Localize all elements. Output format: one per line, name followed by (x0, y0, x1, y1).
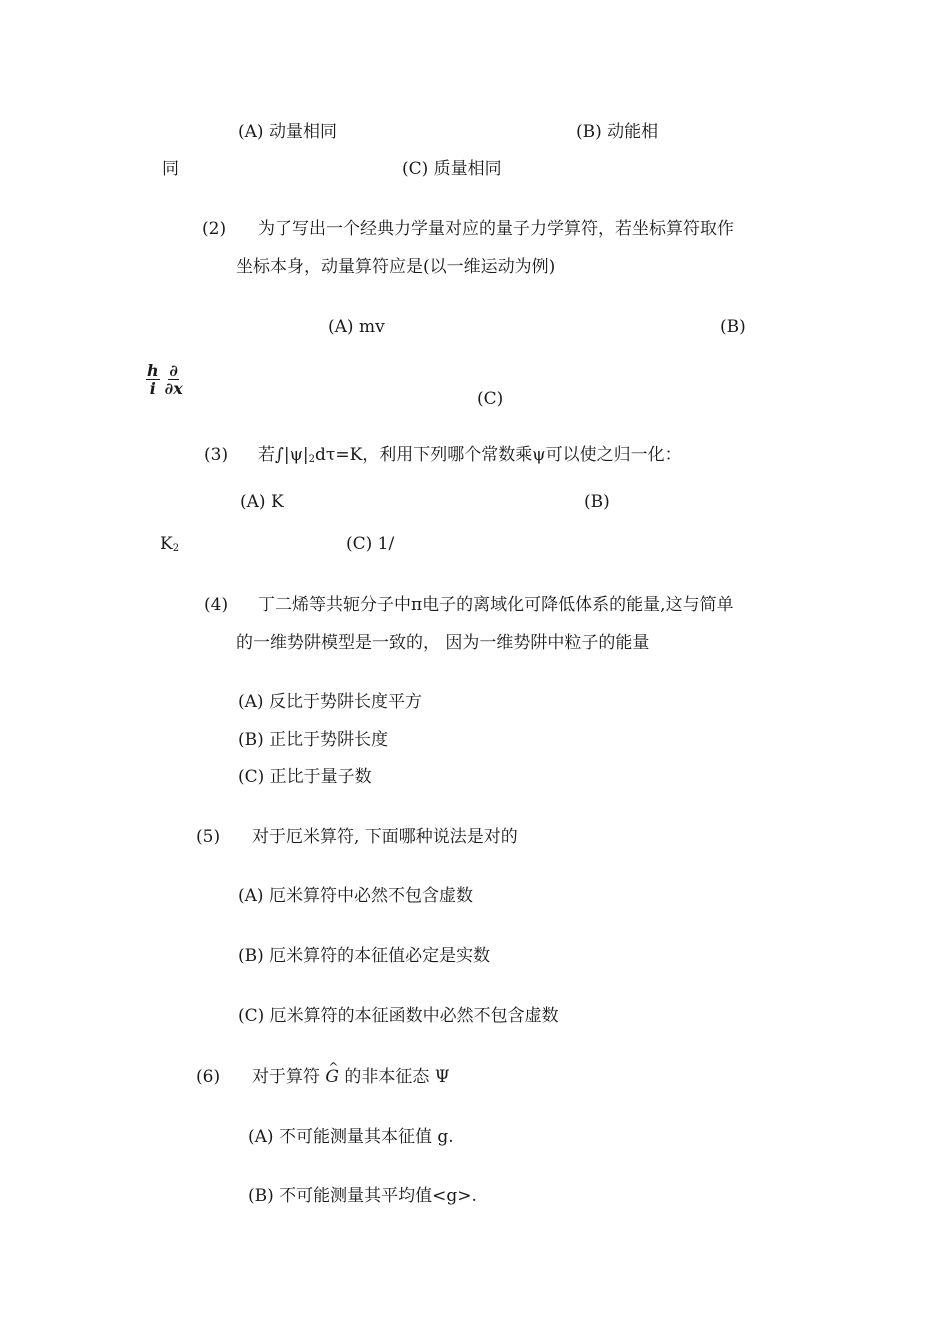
q5-text: 对于厄米算符, 下面哪种说法是对的 (252, 827, 518, 847)
q1-option-a: (A) 动量相同 (238, 122, 337, 142)
q5-option-c: (C) 厄米算符的本征函数中必然不包含虚数 (238, 1006, 559, 1026)
q4-number: (4) (204, 595, 229, 615)
q3-k-squared (160, 533, 179, 560)
q6-option-b: (B) 不可能测量其平均值<g>. (248, 1186, 477, 1206)
q3-option-a: (A) K (240, 492, 284, 512)
q5-number: (5) (196, 827, 221, 847)
q6-text-pre: 对于算符 (252, 1067, 320, 1087)
q2-text-line2: 坐标本身，动量算符应是(以一维运动为例) (236, 257, 556, 277)
fraction-numerator-h: h (147, 361, 159, 380)
q3-option-b: (B) (584, 492, 610, 512)
q6-option-a: (A) 不可能测量其本征值 g. (248, 1127, 454, 1147)
q3-superscript: 2 (308, 454, 316, 465)
q2-option-a: (A) mv (328, 317, 385, 337)
q4-option-c: (C) 正比于量子数 (238, 767, 372, 787)
q4-text-line1: 丁二烯等共轭分子中π电子的离域化可降低体系的能量,这与简单 (258, 595, 734, 615)
q2-option-b: (B) (720, 317, 746, 337)
q3-text-pre: 若∫|ψ| (258, 445, 309, 465)
q3-text-post: dτ=K，利用下列哪个常数乘ψ可以使之归一化： (315, 445, 682, 465)
q4-option-b: (B) 正比于势阱长度 (238, 730, 389, 750)
q2-option-c: (C) (477, 389, 504, 409)
q3-text (258, 444, 682, 471)
q3-k-sub: 2 (172, 543, 180, 554)
fraction-denominator-dx: ∂x (164, 379, 183, 398)
fraction-denominator-i: i (149, 379, 156, 398)
q1-option-b: (B) 动能相 (576, 122, 659, 142)
q3-option-c: (C) 1/ (346, 534, 395, 554)
q6-text (252, 1066, 450, 1088)
q1-option-b-continued: 同 (162, 159, 179, 179)
g-hat-operator: ^ G (325, 1066, 339, 1088)
q5-option-a: (A) 厄米算符中必然不包含虚数 (238, 886, 473, 906)
q6-text-post: 的非本征态 Ψ (344, 1067, 450, 1087)
q2-text-line1: 为了写出一个经典力学量对应的量子力学算符，若坐标算符取作 (258, 219, 734, 239)
fraction-numerator-partial: ∂ (169, 361, 178, 380)
q4-text-line2: 的一维势阱模型是一致的， 因为一维势阱中粒子的能量 (236, 633, 650, 653)
q3-number: (3) (204, 445, 229, 465)
q4-option-a: (A) 反比于势阱长度平方 (238, 692, 422, 712)
q6-number: (6) (196, 1067, 221, 1087)
momentum-operator-formula (146, 362, 184, 397)
q5-option-b: (B) 厄米算符的本征值必定是实数 (238, 946, 491, 966)
q3-k-main: K (160, 534, 173, 554)
q2-number: (2) (202, 219, 227, 239)
q1-option-c: (C) 质量相同 (402, 159, 502, 179)
